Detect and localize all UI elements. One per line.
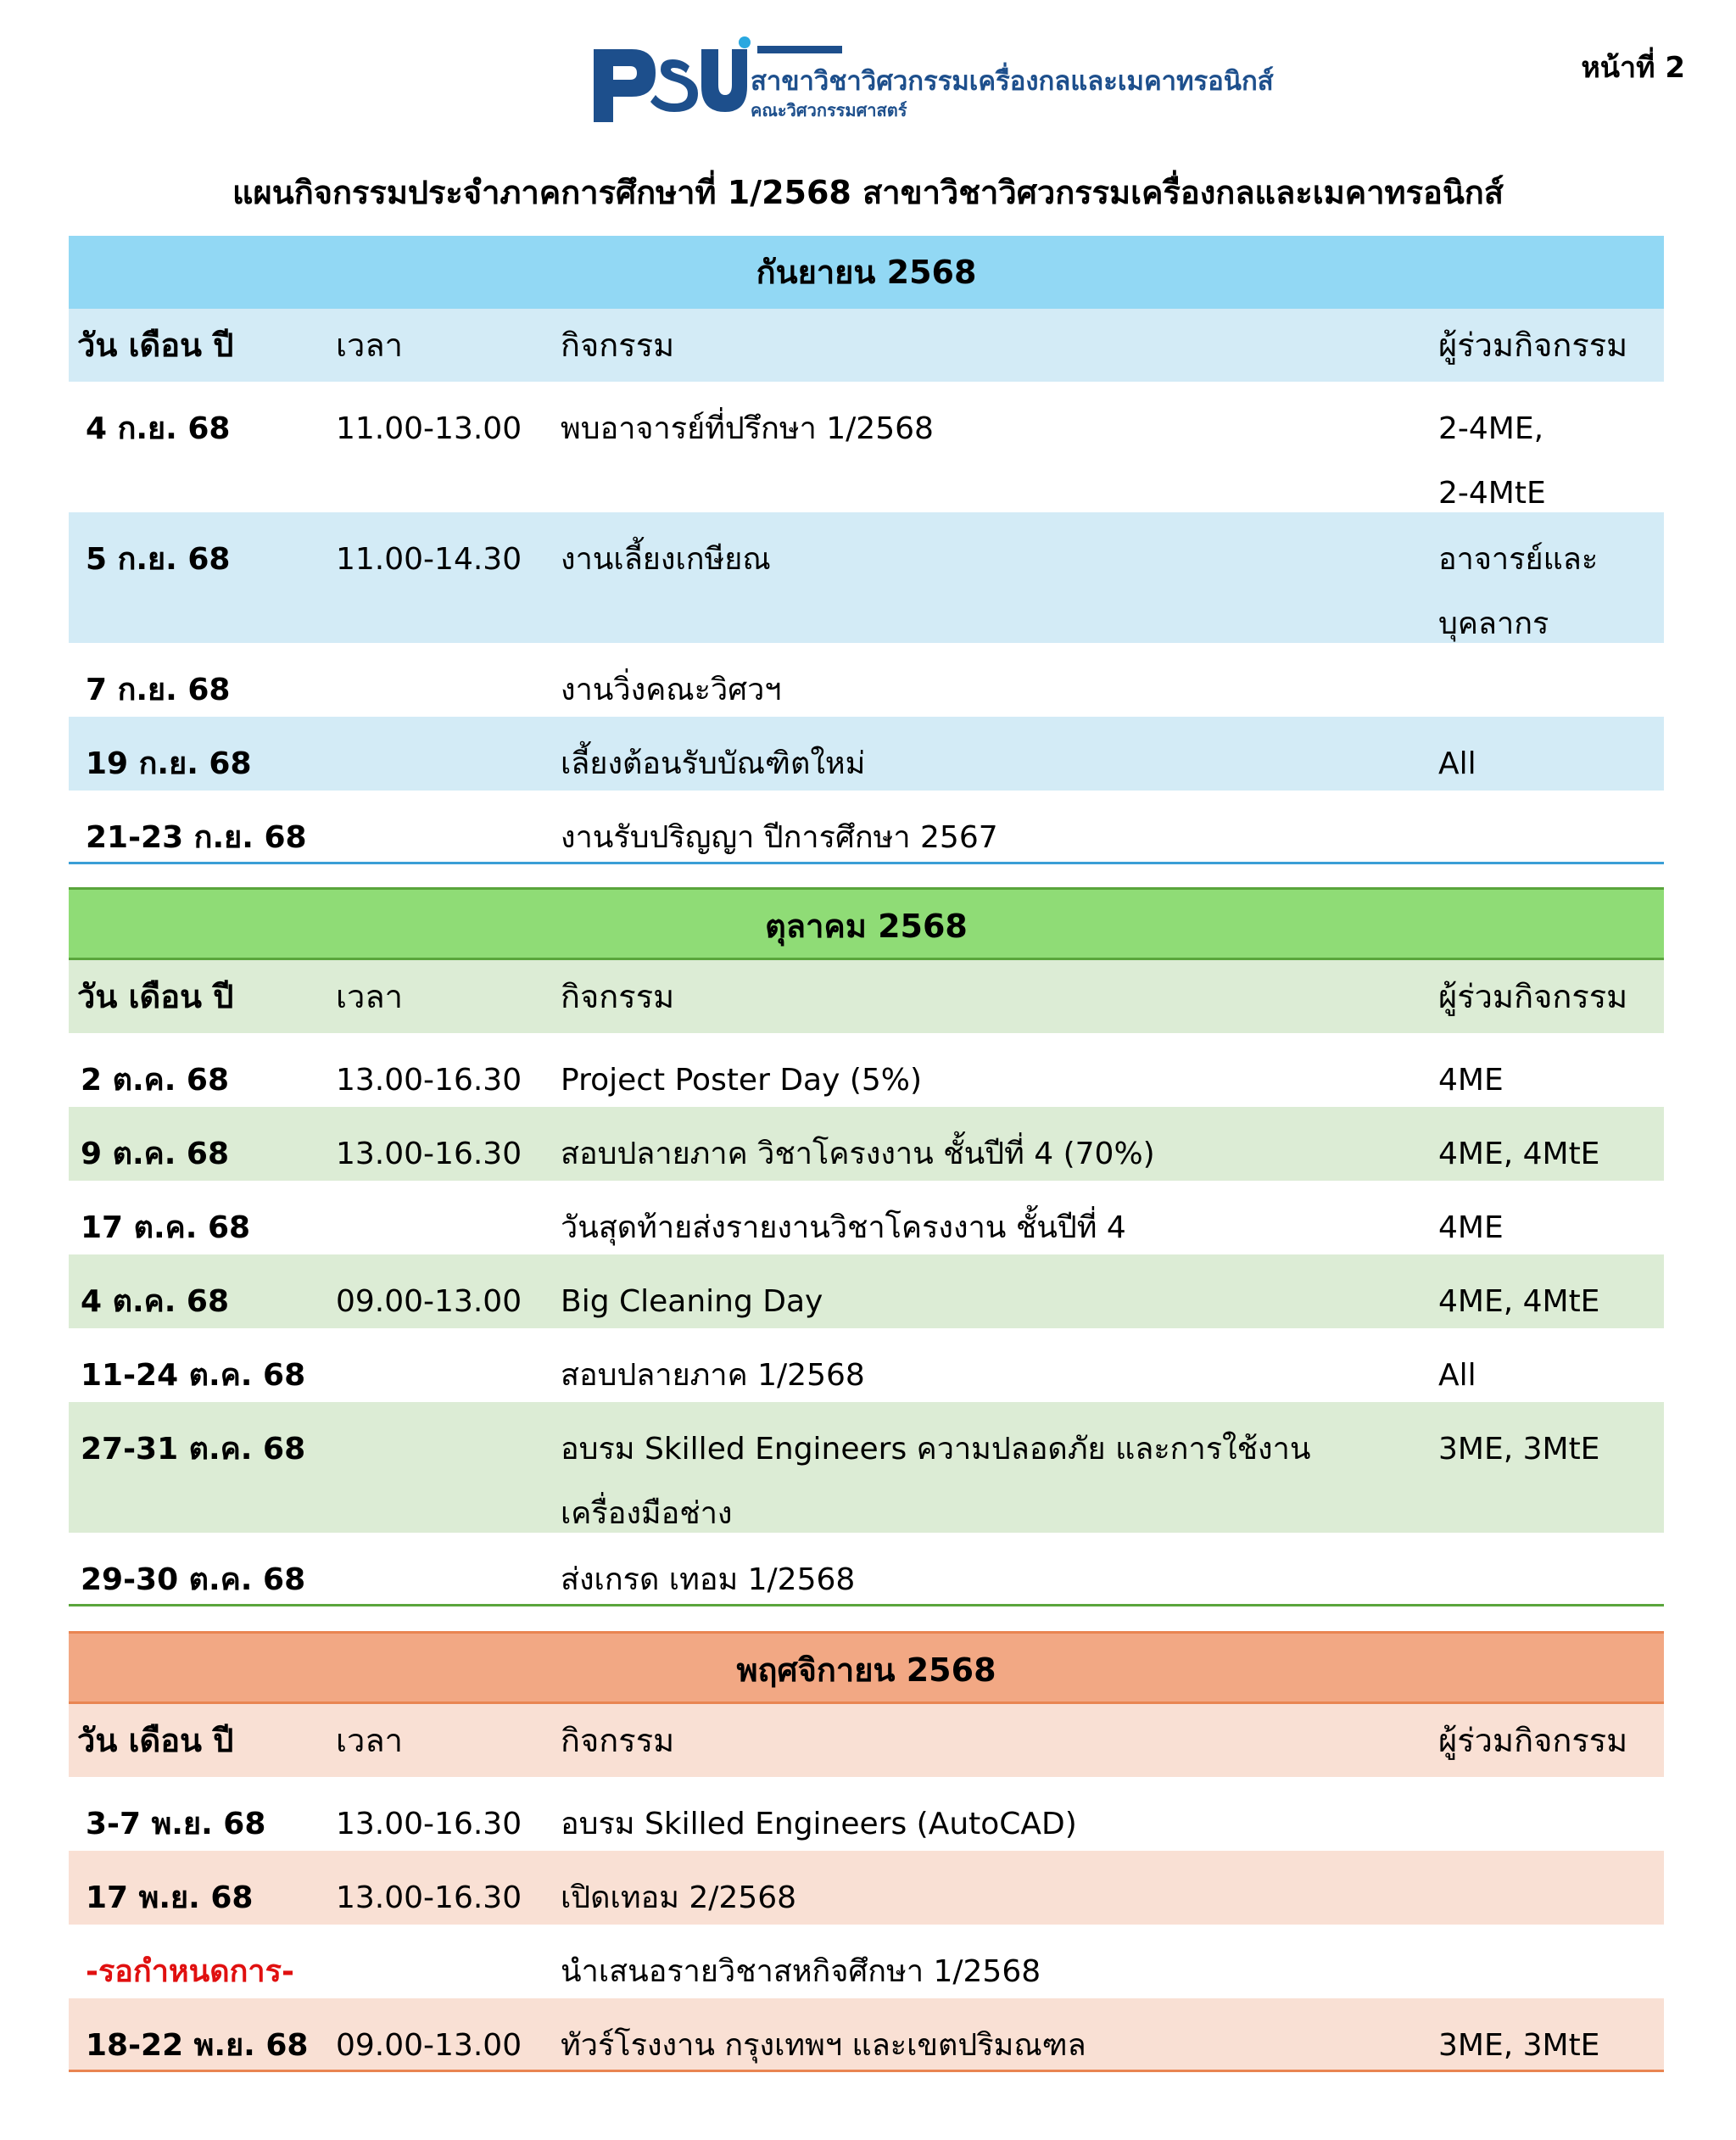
row-activity (561, 1777, 1438, 1851)
table-row (69, 1851, 1664, 1925)
col-participants-header: ผู้ร่วมกิจกรรม (1438, 1722, 1628, 1759)
month-header: ตุลาคม 2568 (69, 887, 1664, 960)
row-time (336, 1328, 561, 1402)
row-participants (1438, 1851, 1664, 1925)
col-activity-header: กิจกรรม (561, 1722, 675, 1759)
activity-line: อบรม Skilled Engineers ความปลอดภัย และการใช้งาน (561, 1432, 1311, 1467)
row-participants (1438, 1533, 1664, 1604)
row-date: 11-24 ต.ค. 68 (81, 1358, 306, 1393)
col-time-header: เวลา (336, 978, 403, 1015)
row-date: 3-7 พ.ย. 68 (86, 1807, 266, 1841)
activity-line: งานเลี้ยงเกษียณ (561, 542, 771, 577)
table-row (69, 1033, 1664, 1107)
row-participants (1438, 1254, 1664, 1328)
department-logo (589, 34, 1274, 136)
activity-line: เครื่องมือช่าง (561, 1496, 733, 1531)
participants-line: 3ME, 3MtE (1438, 2028, 1600, 2063)
row-date: 19 ก.ย. 68 (86, 746, 252, 781)
table-row (69, 791, 1664, 864)
row-activity (561, 1107, 1438, 1181)
page-number: หน้าที่ 2 (1581, 51, 1685, 85)
row-date: 17 พ.ย. 68 (86, 1880, 254, 1915)
participants-line: 4ME (1438, 1063, 1504, 1098)
row-date: 2 ต.ค. 68 (81, 1063, 230, 1098)
table-row (69, 1107, 1664, 1181)
row-participants (1438, 382, 1664, 512)
table-row (69, 1402, 1664, 1533)
document-title: แผนกิจกรรมประจำภาคการศึกษาที่ 1/2568 สาขาวิชาวิศวกรรมเครื่องกลและเมคาทรอนิกส์ (232, 174, 1504, 211)
participants-line: 4ME, 4MtE (1438, 1137, 1600, 1171)
row-time (336, 1533, 561, 1604)
row-activity (561, 1181, 1438, 1254)
row-time: 13.00-16.30 (336, 1137, 522, 1171)
row-date: 7 ก.ย. 68 (86, 673, 231, 707)
col-activity-header: กิจกรรม (561, 978, 675, 1015)
month-header: กันยายน 2568 (69, 236, 1664, 309)
row-date: 29-30 ต.ค. 68 (81, 1562, 306, 1597)
row-activity (561, 717, 1438, 791)
col-date-header: วัน เดือน ปี (77, 327, 234, 364)
row-activity (561, 1998, 1438, 2070)
activity-line: Big Cleaning Day (561, 1284, 823, 1319)
row-activity (561, 1402, 1438, 1533)
month-section-september (69, 236, 1664, 864)
column-header-row (69, 960, 1664, 1033)
row-participants (1438, 1033, 1664, 1107)
row-time (336, 1181, 561, 1254)
row-participants (1438, 1181, 1664, 1254)
col-participants-header: ผู้ร่วมกิจกรรม (1438, 327, 1628, 364)
table-row (69, 717, 1664, 791)
row-participants (1438, 791, 1664, 862)
row-activity (561, 1254, 1438, 1328)
month-section-november (69, 1631, 1664, 2072)
activity-line: เปิดเทอม 2/2568 (561, 1880, 797, 1915)
activity-line: งานวิ่งคณะวิศวฯ (561, 673, 782, 707)
participants-line: All (1438, 1358, 1476, 1393)
table-row (69, 1181, 1664, 1254)
row-time (336, 643, 561, 717)
activity-line: ทัวร์โรงงาน กรุงเทพฯ และเขตปริมณฑล (561, 2028, 1086, 2063)
row-participants (1438, 1925, 1664, 1998)
logo-department-name: สาขาวิชาวิศวกรรมเครื่องกลและเมคาทรอนิกส์ (751, 66, 1274, 97)
activity-line: วันสุดท้ายส่งรายงานวิชาโครงงาน ชั้นปีที่ 4 (561, 1210, 1126, 1245)
row-date: 27-31 ต.ค. 68 (81, 1432, 306, 1467)
activity-line: นำเสนอรายวิชาสหกิจศึกษา 1/2568 (561, 1954, 1041, 1989)
row-participants (1438, 1402, 1664, 1533)
table-row (69, 1777, 1664, 1851)
row-time (336, 717, 561, 791)
participants-line: 4ME, 4MtE (1438, 1284, 1600, 1319)
row-activity (561, 1033, 1438, 1107)
activity-line: เลี้ยงต้อนรับบัณฑิตใหม่ (561, 746, 866, 781)
col-activity-header: กิจกรรม (561, 327, 675, 364)
row-activity (561, 643, 1438, 717)
participants-line: 4ME (1438, 1210, 1504, 1245)
column-header-row (69, 1704, 1664, 1777)
row-activity (561, 512, 1438, 643)
row-time (336, 1402, 561, 1533)
row-time: 13.00-16.30 (336, 1880, 522, 1915)
row-participants (1438, 1777, 1664, 1851)
participants-line: All (1438, 746, 1476, 781)
activity-line: Project Poster Day (5%) (561, 1063, 923, 1098)
row-time (336, 1925, 561, 1998)
row-participants (1438, 717, 1664, 791)
row-date: 17 ต.ค. 68 (81, 1210, 251, 1245)
activity-line: งานรับปริญญา ปีการศึกษา 2567 (561, 820, 998, 855)
row-participants (1438, 1107, 1664, 1181)
row-participants (1438, 1998, 1664, 2070)
row-date: 9 ต.ค. 68 (81, 1137, 230, 1171)
table-row (69, 382, 1664, 512)
row-time: 11.00-13.00 (336, 411, 522, 446)
row-time: 13.00-16.30 (336, 1807, 522, 1841)
activity-line: สอบปลายภาค วิชาโครงงาน ชั้นปีที่ 4 (70%) (561, 1137, 1155, 1171)
row-activity (561, 382, 1438, 512)
col-date-header: วัน เดือน ปี (77, 978, 234, 1015)
table-row (69, 512, 1664, 643)
activity-line: พบอาจารย์ที่ปรึกษา 1/2568 (561, 411, 934, 446)
month-section-october (69, 887, 1664, 1606)
row-participants (1438, 643, 1664, 717)
table-row (69, 643, 1664, 717)
row-activity (561, 1925, 1438, 1998)
activity-line: อบรม Skilled Engineers (AutoCAD) (561, 1807, 1077, 1841)
activity-line: ส่งเกรด เทอม 1/2568 (561, 1562, 856, 1597)
col-time-header: เวลา (336, 327, 403, 364)
row-date: 4 ก.ย. 68 (86, 411, 231, 446)
table-row (69, 1998, 1664, 2072)
row-participants (1438, 512, 1664, 643)
row-time: 13.00-16.30 (336, 1063, 522, 1098)
activity-line: สอบปลายภาค 1/2568 (561, 1358, 865, 1393)
row-activity (561, 1851, 1438, 1925)
participants-line: อาจารย์และ (1438, 542, 1599, 577)
row-activity (561, 791, 1438, 862)
table-row (69, 1328, 1664, 1402)
row-date: 18-22 พ.ย. 68 (86, 2028, 309, 2063)
row-date: 4 ต.ค. 68 (81, 1284, 230, 1319)
col-date-header: วัน เดือน ปี (77, 1722, 234, 1759)
row-time: 09.00-13.00 (336, 1284, 522, 1319)
row-activity (561, 1328, 1438, 1402)
col-time-header: เวลา (336, 1722, 403, 1759)
row-activity (561, 1533, 1438, 1604)
col-participants-header: ผู้ร่วมกิจกรรม (1438, 978, 1628, 1015)
table-row (69, 1254, 1664, 1328)
row-participants (1438, 1328, 1664, 1402)
participants-line: 3ME, 3MtE (1438, 1432, 1600, 1467)
logo-faculty-name: คณะวิศวกรรมศาสตร์ (751, 100, 907, 120)
row-date-pending: -รอกำหนดการ- (86, 1954, 294, 1989)
row-date: 21-23 ก.ย. 68 (86, 820, 307, 855)
row-time: 11.00-14.30 (336, 542, 522, 577)
table-row (69, 1533, 1664, 1606)
row-time: 09.00-13.00 (336, 2028, 522, 2063)
logo-rule (757, 46, 842, 53)
row-time (336, 791, 561, 862)
table-row (69, 1925, 1664, 1998)
psu-logo-icon (589, 34, 751, 127)
column-header-row (69, 309, 1664, 382)
participants-line: บุคลากร (1438, 606, 1549, 641)
row-date: 5 ก.ย. 68 (86, 542, 231, 577)
participants-line: 2-4MtE (1438, 476, 1546, 511)
participants-line: 2-4ME, (1438, 411, 1544, 446)
month-header: พฤศจิกายน 2568 (69, 1631, 1664, 1704)
